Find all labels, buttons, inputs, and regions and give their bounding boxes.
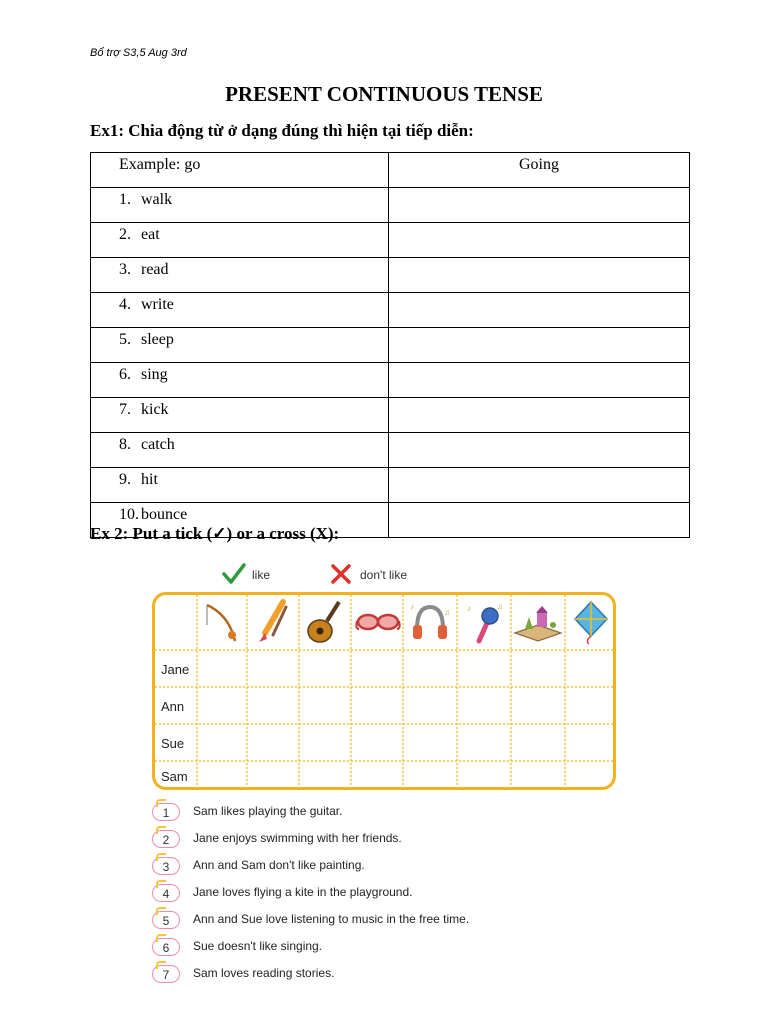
verb-number: 5. — [119, 331, 131, 348]
verb-number: 2. — [119, 226, 131, 243]
verb-cell — [91, 363, 389, 398]
verb-number: 10. — [119, 506, 139, 523]
answer-cell[interactable] — [389, 293, 690, 328]
table-row — [91, 153, 690, 188]
answer-cell[interactable] — [389, 258, 690, 293]
answer-cell[interactable] — [389, 188, 690, 223]
verb-number: 9. — [119, 471, 131, 488]
table-row — [91, 328, 690, 363]
svg-text:♫: ♫ — [497, 602, 503, 611]
sentence-number-badge: 2 — [152, 830, 180, 848]
verb-number: 4. — [119, 296, 131, 313]
verb-label: eat — [141, 226, 160, 243]
headphones-icon — [407, 599, 453, 645]
row-name-ann: Ann — [161, 699, 185, 714]
ex1-heading: Ex1: Chia động từ ở dạng đúng thì hiện tại tiếp diễn: — [90, 121, 474, 140]
storybook-icon — [513, 603, 563, 643]
table-row — [91, 188, 690, 223]
row-name-sam: Sam — [161, 769, 188, 784]
sentence-text: Jane loves flying a kite in the playground. — [193, 885, 413, 899]
row-name-sue: Sue — [161, 736, 185, 751]
sentence-number-badge: 6 — [152, 938, 180, 956]
sentence-text: Sue doesn't like singing. — [193, 939, 323, 953]
svg-text:♪: ♪ — [410, 602, 414, 611]
sentence-text: Sam loves reading stories. — [193, 966, 335, 980]
verb-number: 8. — [119, 436, 131, 453]
paintbrush-icon — [253, 599, 293, 645]
sentence-number-badge: 3 — [152, 857, 180, 875]
microphone-icon — [461, 599, 507, 645]
example-label: Example: go — [91, 153, 389, 188]
verb-label: sleep — [141, 331, 174, 348]
table-row — [91, 398, 690, 433]
verb-label: sing — [141, 366, 168, 383]
verb-label: kick — [141, 401, 169, 418]
ex2-heading: Ex 2: Put a tick (✓) or a cross (X): — [90, 524, 340, 543]
sentence-text: Ann and Sue love listening to music in the free time. — [193, 912, 470, 926]
answer-cell[interactable] — [389, 468, 690, 503]
verb-cell — [91, 188, 389, 223]
row-name-jane: Jane — [161, 662, 190, 677]
verb-label: bounce — [141, 506, 188, 523]
sentence-number-badge: 7 — [152, 965, 180, 983]
verb-cell — [91, 293, 389, 328]
kite-icon — [569, 599, 611, 645]
verb-cell — [91, 398, 389, 433]
verb-label: hit — [141, 471, 158, 488]
header-note: Bổ trợ S3,5 Aug 3rd — [90, 47, 187, 59]
sentence-text: Sam likes playing the guitar. — [193, 804, 343, 818]
sentence-text: Jane enjoys swimming with her friends. — [193, 831, 402, 845]
verb-label: read — [141, 261, 169, 278]
verb-number: 7. — [119, 401, 131, 418]
answer-cell[interactable] — [389, 433, 690, 468]
table-row — [91, 293, 690, 328]
sentence-text: Ann and Sam don't like painting. — [193, 858, 365, 872]
verb-cell — [91, 468, 389, 503]
cross-icon — [330, 563, 352, 585]
legend-dislike — [330, 563, 407, 588]
legend-like-label: like — [252, 568, 271, 582]
verb-table — [90, 152, 690, 538]
svg-text:♪: ♪ — [467, 604, 471, 613]
verb-cell — [91, 258, 389, 293]
sentence-number-badge: 4 — [152, 884, 180, 902]
example-answer: Going — [389, 153, 690, 188]
answer-cell[interactable] — [389, 503, 690, 538]
tick-icon — [222, 563, 246, 585]
table-row — [91, 468, 690, 503]
svg-text:♫: ♫ — [444, 608, 450, 617]
verb-number: 3. — [119, 261, 131, 278]
sentence-number-badge: 1 — [152, 803, 180, 821]
table-row — [91, 363, 690, 398]
verb-label: walk — [141, 191, 173, 208]
preference-grid — [152, 592, 616, 790]
answer-cell[interactable] — [389, 223, 690, 258]
guitar-icon — [305, 599, 345, 645]
verb-cell — [91, 328, 389, 363]
legend-dislike-label: don't like — [360, 568, 407, 582]
swimming-goggles-icon — [355, 609, 401, 635]
page-title: PRESENT CONTINUOUS TENSE — [225, 82, 543, 106]
table-row — [91, 433, 690, 468]
fishing-rod-icon — [201, 601, 243, 645]
verb-label: write — [141, 296, 174, 313]
answer-cell[interactable] — [389, 363, 690, 398]
verb-number: 1. — [119, 191, 131, 208]
verb-label: catch — [141, 436, 175, 453]
legend-like — [222, 563, 271, 588]
verb-cell — [91, 223, 389, 258]
table-row — [91, 223, 690, 258]
sentence-number-badge: 5 — [152, 911, 180, 929]
answer-cell[interactable] — [389, 328, 690, 363]
answer-cell[interactable] — [389, 398, 690, 433]
table-row — [91, 258, 690, 293]
verb-cell — [91, 433, 389, 468]
verb-number: 6. — [119, 366, 131, 383]
